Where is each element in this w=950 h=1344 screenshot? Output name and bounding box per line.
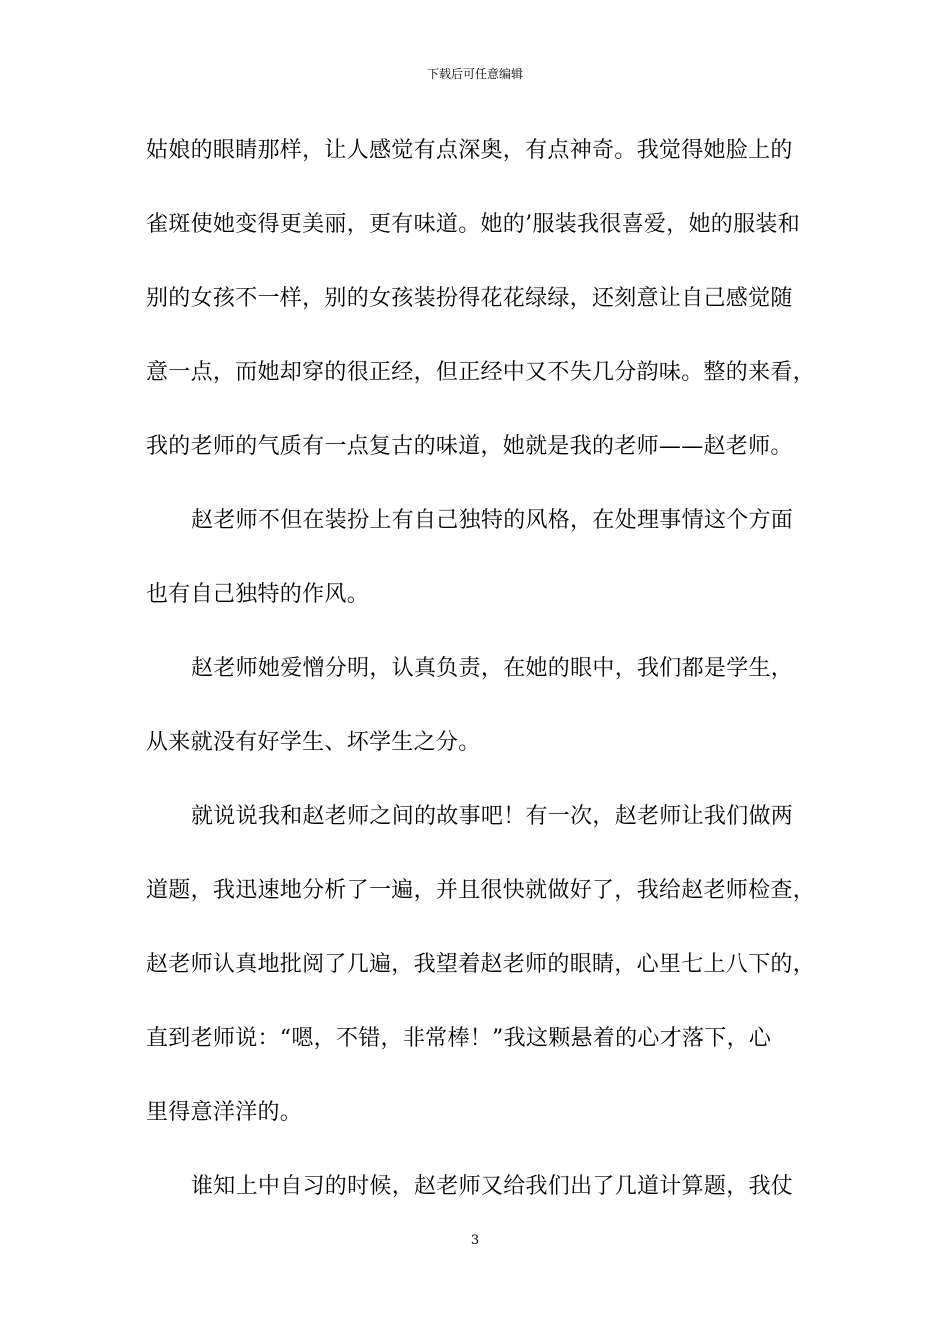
paragraph-start-line: 谁知上中自习的时候，赵老师又给我们出了几道计算题，我仗 — [191, 1174, 794, 1199]
text-line: 雀斑使她变得更美丽，更有味道。她的’服装我很喜爱，她的服装和 — [146, 212, 800, 237]
paragraph-start-line: 赵老师她爱憎分明，认真负责，在她的眼中，我们都是学生， — [191, 656, 794, 681]
text-line: 意一点，而她却穿的很正经，但正经中又不失几分韵味。整的来看， — [146, 360, 816, 385]
text-line: 从来就没有好学生、坏学生之分。 — [146, 730, 481, 755]
page-number: 3 — [470, 1233, 480, 1248]
paragraph-start-line: 赵老师不但在装扮上有自己独特的风格，在处理事情这个方面 — [191, 508, 794, 533]
text-line: 直到老师说：“嗯，不错，非常棒！”我这颗悬着的心才落下，心 — [146, 1026, 772, 1051]
text-line: 我的老师的气质有一点复古的味道，她就是我的老师——赵老师。 — [146, 434, 793, 459]
text-line: 道题，我迅速地分析了一遍，并且很快就做好了，我给赵老师检查， — [146, 878, 816, 903]
text-line: 姑娘的眼睛那样，让人感觉有点深奥，有点神奇。我觉得她脸上的 — [146, 138, 793, 163]
text-line: 也有自己独特的作风。 — [146, 582, 370, 607]
body-text — [146, 127, 816, 1237]
text-line: 别的女孩不一样，别的女孩装扮得花花绿绿，还刻意让自己感觉随 — [146, 286, 793, 311]
text-line: 赵老师认真地批阅了几遍，我望着赵老师的眼睛，心里七上八下的， — [146, 952, 816, 977]
page-header: 下载后可任意编辑 — [426, 67, 523, 81]
text-line: 里得意洋洋的。 — [146, 1100, 303, 1125]
paragraph-start-line: 就说说我和赵老师之间的故事吧！有一次，赵老师让我们做两 — [191, 804, 794, 829]
